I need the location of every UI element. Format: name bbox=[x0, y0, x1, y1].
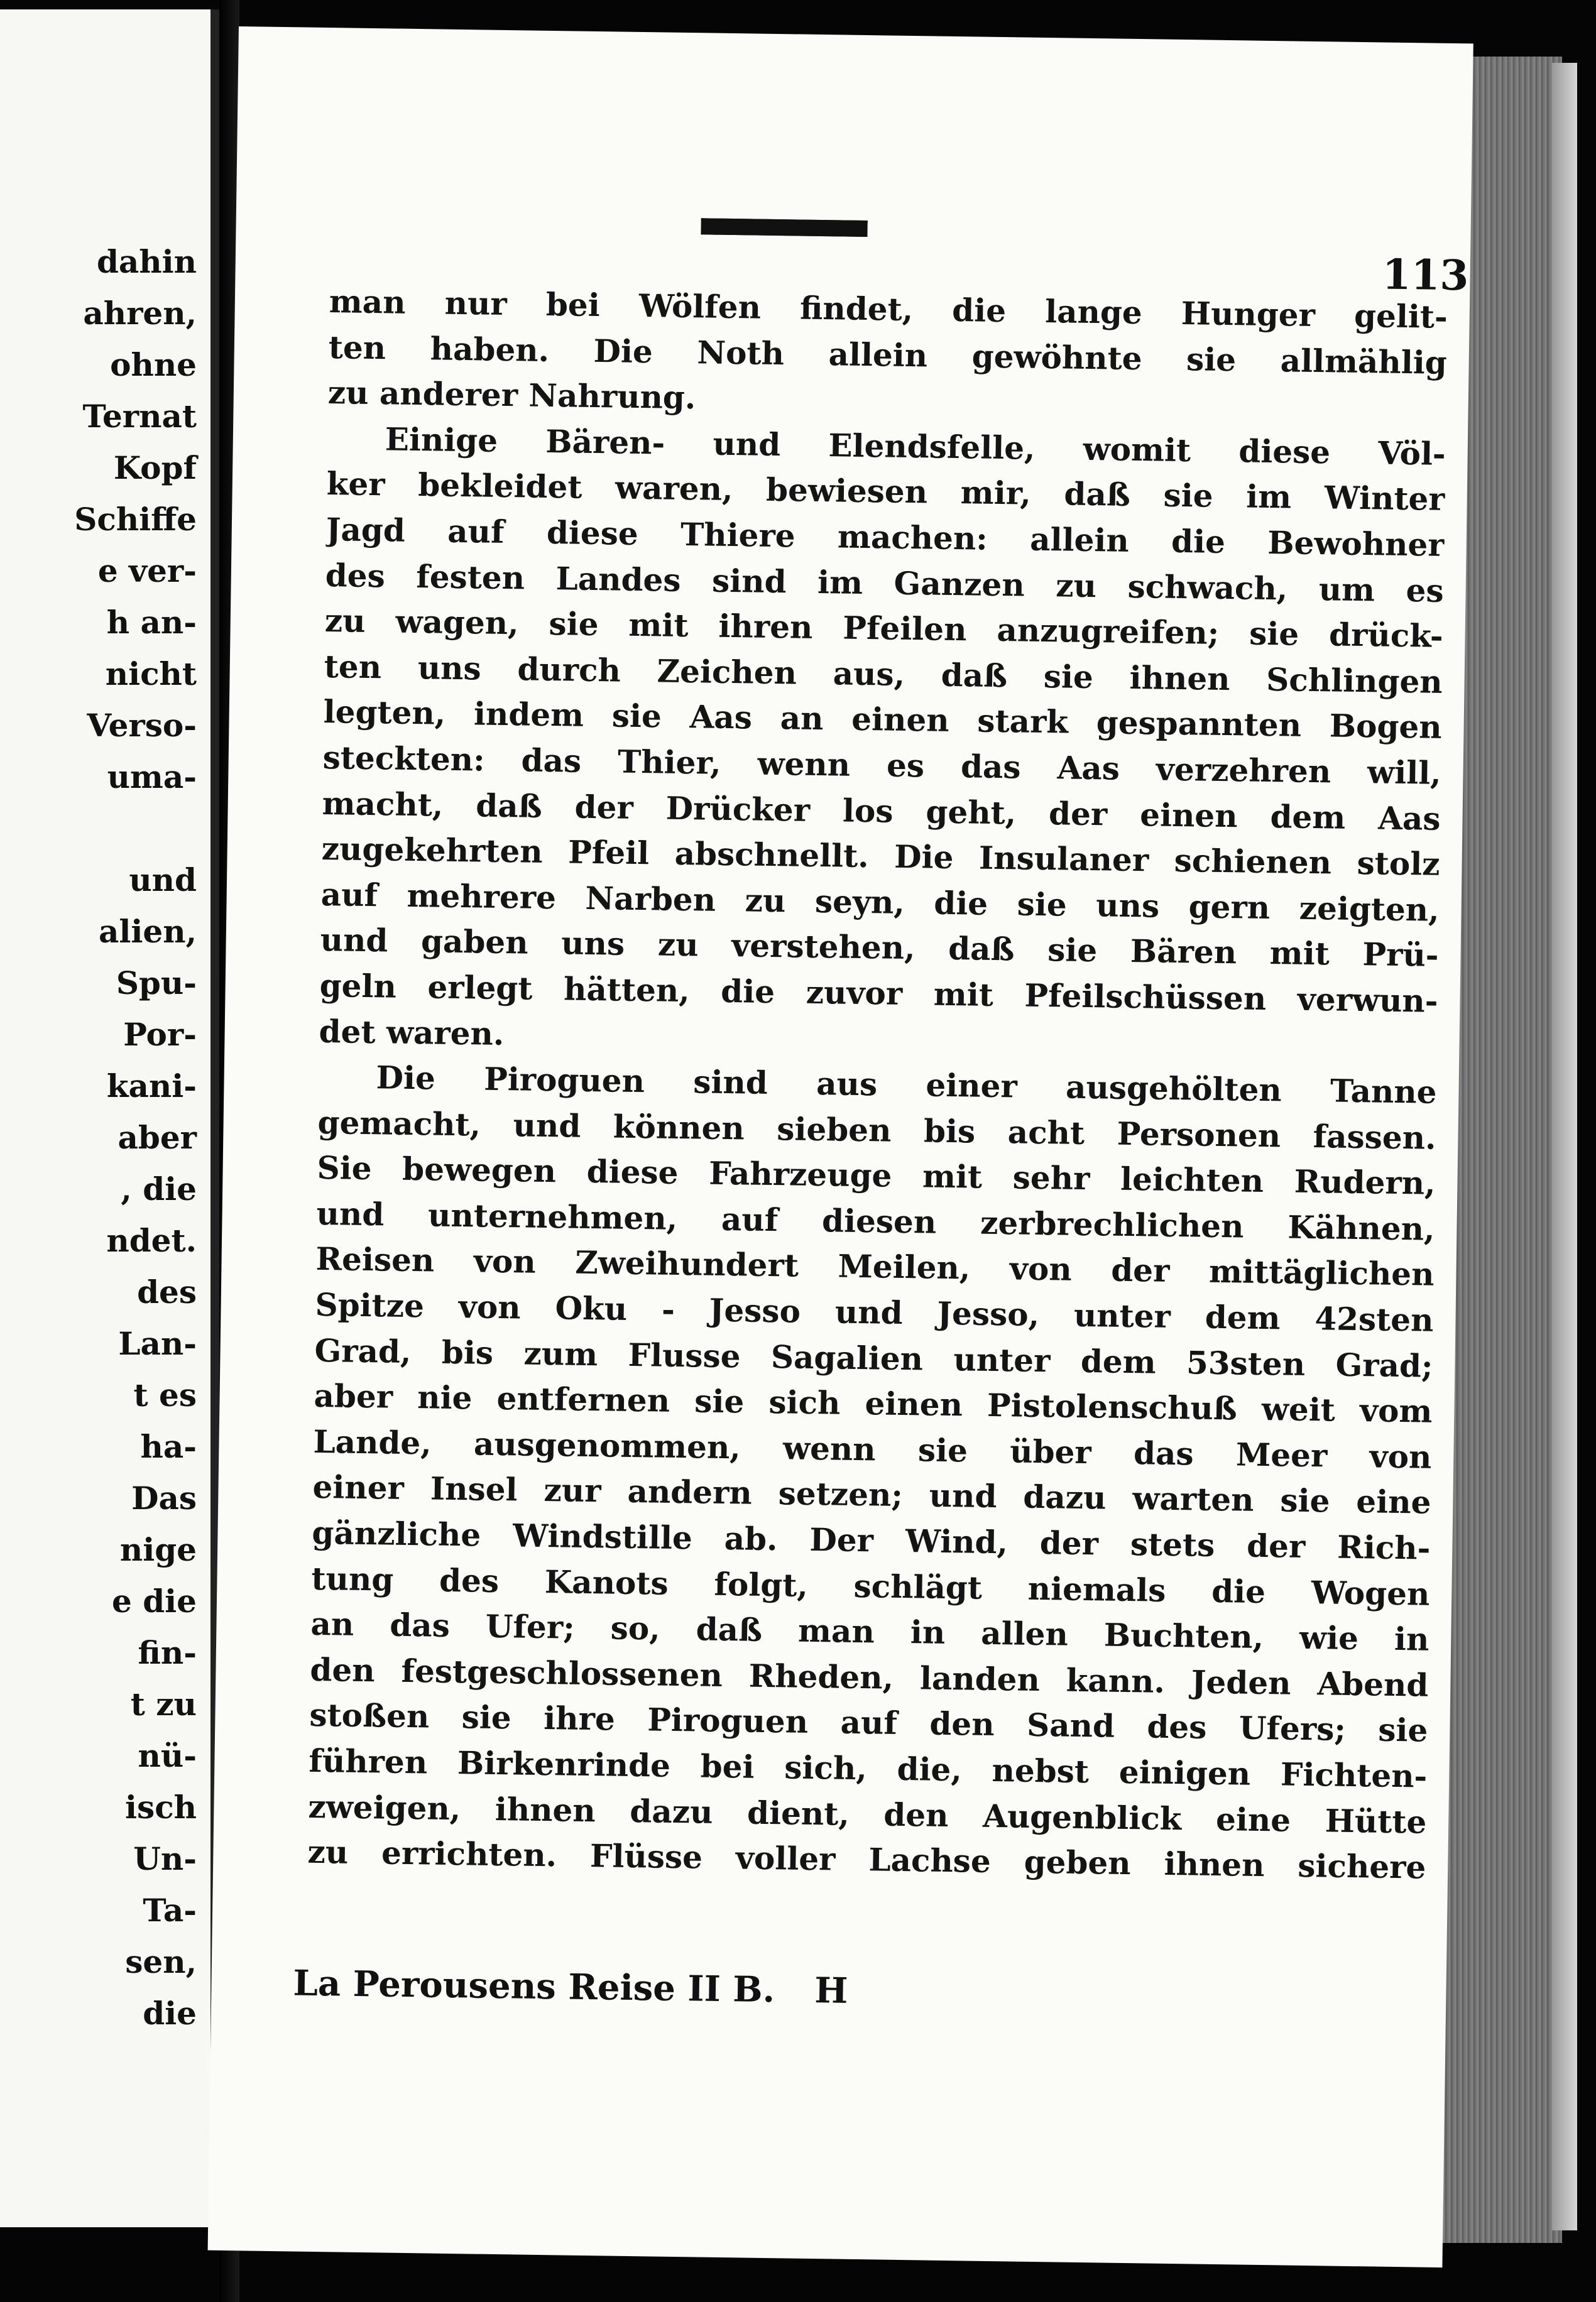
left-page-fragment: e ver- bbox=[97, 552, 197, 589]
left-page-fragment: die bbox=[143, 1995, 197, 2032]
left-page-fragment: Schiffe bbox=[74, 501, 197, 538]
left-page-fragment: und bbox=[129, 861, 197, 898]
left-page-fragment: Por- bbox=[123, 1016, 197, 1053]
text-line: gänzliche Windstille ab. Der Wind, der stets der Rich- bbox=[312, 1514, 1431, 1567]
left-page-fragment: fin- bbox=[138, 1634, 197, 1671]
left-page-fragment: nicht bbox=[105, 655, 197, 692]
text-line: des festen Landes sind im Ganzen zu schwach, um es bbox=[325, 556, 1445, 609]
text-line: einer Insel zur andern setzen; und dazu warten sie eine bbox=[312, 1468, 1431, 1522]
text-line: geln erlegt hätten, die zuvor mit Pfeilschüssen verwun- bbox=[319, 966, 1438, 1020]
left-page-fragment: t zu bbox=[130, 1686, 197, 1723]
text-line: den festgeschlossenen Rheden, landen kann. Jeden Abend bbox=[310, 1650, 1429, 1704]
left-page-fragment: , die bbox=[121, 1170, 197, 1208]
text-line: legten, indem sie Aas an einen stark gespannten Bogen bbox=[323, 693, 1443, 746]
left-page-fragment: nü- bbox=[138, 1737, 197, 1774]
left-page-fragment: Verso- bbox=[87, 707, 197, 744]
left-page-fragment: e die bbox=[112, 1583, 197, 1620]
text-line: auf mehrere Narben zu seyn, die sie uns gern zeigten, bbox=[320, 875, 1440, 929]
text-line: und unternehmen, auf diesen zerbrechlichen Kähnen, bbox=[316, 1194, 1435, 1248]
text-line: und gaben uns zu verstehen, daß sie Bären mit Prü- bbox=[320, 921, 1439, 974]
text-line: ker bekleidet waren, bewiesen mir, daß sie im Winter bbox=[326, 465, 1446, 518]
left-page-fragment: ohne bbox=[110, 346, 197, 383]
text-line: Reisen von Zweihundert Meilen, von der mittäglichen bbox=[315, 1240, 1435, 1294]
text-line: an das Ufer; so, daß man in allen Buchten, wie in bbox=[310, 1605, 1429, 1658]
page-number: 113 bbox=[1382, 249, 1469, 300]
text-line: man nur bei Wölfen findet, die lange Hunger gelit- bbox=[329, 283, 1448, 335]
text-line: zugekehrten Pfeil abschnellt. Die Insulaner schienen stolz bbox=[321, 830, 1440, 883]
text-line: macht, daß der Drücker los geht, der einen dem Aas bbox=[322, 784, 1441, 837]
text-line: Einige Bären- und Elendsfelle, womit diese Völ- bbox=[385, 420, 1446, 472]
page-edge-highlight bbox=[1552, 63, 1577, 2230]
left-page-fragment: Un- bbox=[133, 1840, 197, 1877]
text-line: zu errichten. Flüsse voller Lachse geben ihnen sichere bbox=[307, 1833, 1426, 1886]
left-page-fragment: Lan- bbox=[118, 1325, 197, 1362]
left-page-fragment: des bbox=[137, 1274, 197, 1311]
left-page-fragment: sen, bbox=[125, 1943, 197, 1980]
left-page-fragment: alien, bbox=[99, 913, 197, 950]
left-page-fragment: ahren, bbox=[83, 295, 197, 332]
text-line: zweigen, ihnen dazu dient, den Augenblick eine Hütte bbox=[308, 1787, 1427, 1841]
signature-mark: H bbox=[814, 1970, 848, 2012]
left-page-fragment: ndet. bbox=[106, 1222, 197, 1259]
paragraph bbox=[327, 279, 1448, 432]
left-page-fragment: aber bbox=[118, 1119, 197, 1156]
left-page-fragment: Das bbox=[131, 1480, 197, 1517]
left-page-fragment: uma- bbox=[107, 758, 197, 795]
left-page-fragment: Ta- bbox=[143, 1892, 197, 1929]
text-line: steckten: das Thier, wenn es das Aas verzehren will, bbox=[322, 738, 1442, 792]
footer-title: La Perousens Reise II B. bbox=[293, 1962, 775, 2011]
text-line: Lande, ausgenommen, wenn sie über das Meer von bbox=[313, 1422, 1432, 1476]
text-line: tung des Kanots folgt, schlägt niemals die Wogen bbox=[311, 1559, 1430, 1613]
text-line: Jagd auf diese Thiere machen: allein die Bewohner bbox=[325, 510, 1445, 564]
body-text bbox=[307, 279, 1448, 1890]
text-line: aber nie entfernen sie sich einen Pistolenschuß weit vom bbox=[314, 1377, 1433, 1430]
left-page-fragment: Spu- bbox=[116, 964, 197, 1001]
text-line: zu wagen, sie mit ihren Pfeilen anzugreifen; sie drück- bbox=[324, 602, 1444, 655]
text-line: det waren. bbox=[319, 1012, 505, 1052]
left-facing-page bbox=[0, 9, 219, 2227]
left-page-fragment: h an- bbox=[106, 604, 197, 641]
left-page-fragment: Ternat bbox=[82, 398, 197, 435]
left-page-fragment: isch bbox=[125, 1789, 197, 1826]
text-line: ten uns durch Zeichen aus, daß sie ihnen Schlingen bbox=[324, 647, 1443, 701]
left-page-fragment: Kopf bbox=[113, 449, 197, 486]
left-page-fragment: kani- bbox=[106, 1067, 197, 1105]
page-footer bbox=[293, 1963, 1424, 2020]
left-page-fragment: t es bbox=[133, 1377, 197, 1414]
header-rule bbox=[701, 218, 867, 237]
paragraph bbox=[307, 1054, 1437, 1890]
text-line: Die Piroguen sind aus einer ausgehölten Tanne bbox=[376, 1059, 1437, 1111]
paragraph bbox=[319, 416, 1446, 1070]
left-page-fragment: dahin bbox=[96, 243, 197, 280]
text-line: führen Birkenrinde bei sich, die, nebst einigen Fichten- bbox=[309, 1742, 1428, 1795]
text-line: ten haben. Die Noth allein gewöhnte sie allmählig bbox=[328, 328, 1448, 381]
text-line: Grad, bis zum Flusse Sagalien unter dem 53sten Grad; bbox=[314, 1331, 1433, 1385]
text-line: Sie bewegen diese Fahrzeuge mit sehr leichten Rudern, bbox=[317, 1149, 1436, 1203]
text-line: stoßen sie ihre Piroguen auf den Sand des Ufers; sie bbox=[309, 1696, 1428, 1750]
text-line: zu anderer Nahrung. bbox=[327, 374, 696, 417]
left-page-fragment: ha- bbox=[140, 1428, 197, 1465]
text-line: gemacht, und können sieben bis acht Personen fassen. bbox=[317, 1103, 1436, 1157]
main-page bbox=[208, 26, 1473, 2267]
text-line: Spitze von Oku - Jesso und Jesso, unter dem 42sten bbox=[315, 1285, 1434, 1339]
left-page-fragment: nige bbox=[119, 1531, 197, 1568]
